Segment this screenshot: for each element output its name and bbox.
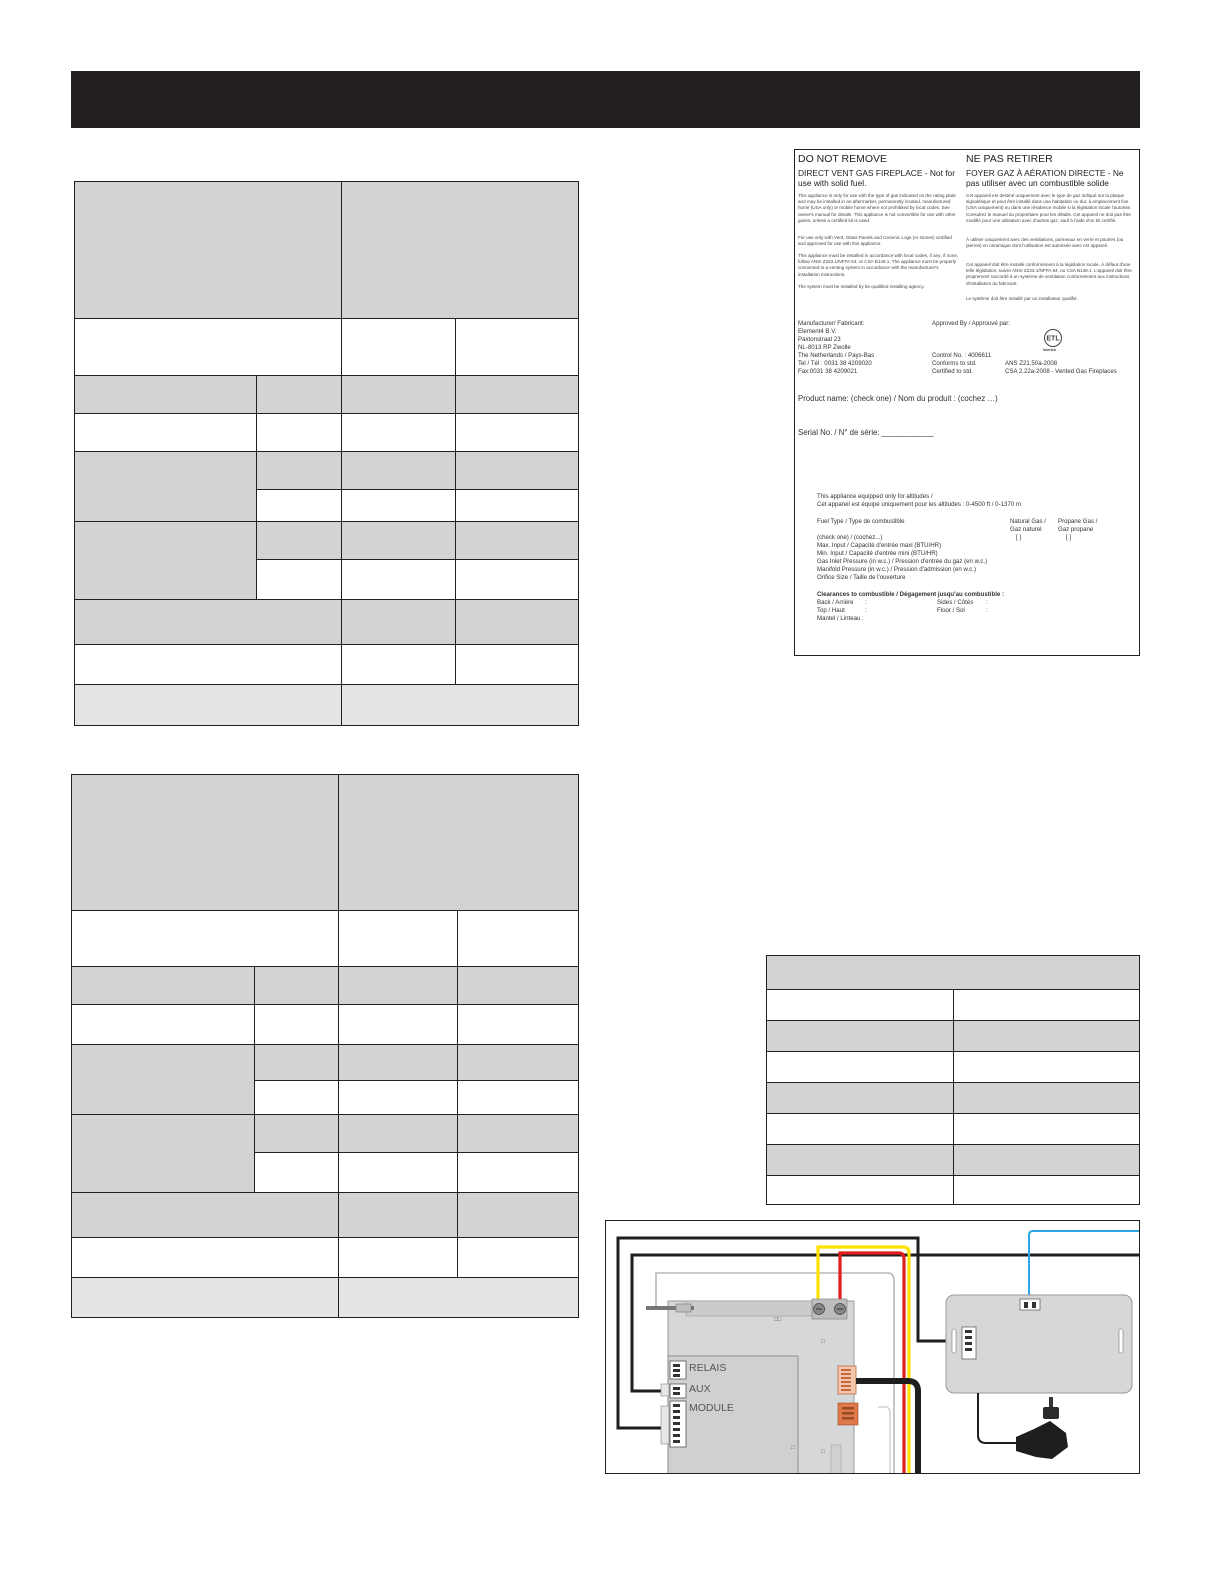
spec-table-1-row-6-col-b: [456, 600, 578, 645]
spec-table-2-row-3-col-b: [458, 1005, 578, 1045]
plate-manufacturer-line-4: NL-8013 RP Zwolle: [798, 344, 851, 351]
spec-table-1-row-3-label: [75, 414, 257, 452]
spec-table-1-row-6-label: [75, 600, 342, 645]
rating-plate: [794, 149, 1140, 656]
etl-logo: [1038, 328, 1068, 350]
plate-spec-line-6: Orifice Size / Taille de l'ouverture: [817, 574, 906, 581]
spec-table-2-row-1-label: [72, 911, 339, 967]
plate-ne-pas-retirer: NE PAS RETIRER: [966, 153, 1053, 165]
spec-table-2-row-5a-col-b: [458, 1115, 578, 1153]
adapter-cable: [978, 1393, 1016, 1443]
plate-sides: Sides / Côtés: [937, 599, 974, 606]
spec-table-2-row-4b-col-a: [339, 1081, 458, 1115]
plate-do-not-remove: DO NOT REMOVE: [798, 153, 888, 165]
plate-serial-no: Serial No. / N° de série: ____________: [798, 428, 934, 437]
plate-manufacturer-line-6: Tel / Tél : 0031 38 4209020: [798, 360, 872, 367]
spec-table-2-row-5b-col-b: [458, 1153, 578, 1193]
spec-table-2-row-4a-unit: [255, 1045, 339, 1081]
spec-table-2: [71, 774, 579, 1318]
receiver-slot-right: [1119, 1329, 1123, 1353]
plate-checkbox-natural: [ ]: [1016, 534, 1022, 541]
plate-conforms-value: ANS Z21.50a-2008: [1005, 360, 1058, 367]
spec-table-1-row-7-col-a: [342, 645, 456, 685]
spec-table-1-row-7-label: [75, 645, 342, 685]
spec-table-1-row-2-label: [75, 376, 257, 414]
spec-table-2-row-8-value: [339, 1278, 578, 1317]
spec-table-2-row-7-col-a: [339, 1238, 458, 1278]
plate-product-name: Product name: (check one) / Nom du produit : (cochez …): [798, 394, 998, 403]
spec-table-1-header-right: [342, 182, 578, 319]
spec-table-2-row-4a-col-a: [339, 1045, 458, 1081]
plate-floor: Floor / Sol: [937, 607, 965, 614]
plate-manufacturer-line-2: Element4 B.V.: [798, 328, 837, 335]
settings-table-row-2-left: [767, 1021, 954, 1052]
plate-certified-label: Certified to std.: [932, 368, 973, 375]
spec-table-1-row-5a-col-a: [342, 522, 456, 560]
spec-table-1-row-2-unit: [257, 376, 342, 414]
spec-table-2-row-3-label: [72, 1005, 255, 1045]
plate-fr-para-3: Cet appareil doit être installé conformément à la législation locale. À défaut d'une telle législation, suivre ANSI Z223.1/NFPA 54, ou CSA B149.1. L'appareil doit être proprement raccordé à un système de ventilation conformément aux instructions d'installation du fabricant.: [966, 262, 1132, 286]
plate-headline-en: DIRECT VENT GAS FIREPLACE - Not for use with solid fuel.: [798, 168, 955, 188]
plate-certified-value: CSA 2.22a-2008 - Vented Gas Fireplaces: [1005, 368, 1117, 375]
plate-en-para-3: This appliance must be installed in accordance with local codes, if any; if none, follow ANSI Z223.1/NFPA 54, or CSA B149.1. The appliance must be properly connected to a venting system in accordance with the manufacturer's installation instructions.: [798, 253, 959, 277]
plate-intertek: Intertek: [1043, 348, 1056, 352]
side-tab-2: [661, 1406, 669, 1444]
plate-spec-line-2: Max. Input / Capacité d'entrée maxi (BTU/HR): [817, 542, 942, 549]
label-module: MODULE: [689, 1402, 734, 1414]
plate-floor-colon: :: [986, 607, 988, 614]
receiver-slot-left: [952, 1329, 956, 1353]
spec-table-2-row-4a-col-b: [458, 1045, 578, 1081]
wiring-diagram: [605, 1220, 1140, 1474]
spec-table-2-row-5a-unit: [255, 1115, 339, 1153]
plate-manufacturer-line-1: Manufacturer/ Fabricant:: [798, 320, 865, 327]
spec-table-1-row-4a-unit: [257, 452, 342, 490]
aux-connector: [670, 1384, 686, 1398]
plate-back: Back / Arrière: [817, 599, 854, 606]
spec-table-2-row-5b-col-a: [339, 1153, 458, 1193]
settings-table-row-2-right: [954, 1021, 1139, 1052]
plate-back-colon: :: [865, 599, 867, 606]
spec-table-2-row-1-col-a: [339, 911, 458, 967]
spec-table-2-row-2-label: [72, 967, 255, 1005]
side-tab-1: [661, 1384, 669, 1396]
plate-control-no: Control No. : 4006611: [932, 352, 992, 359]
settings-table-row-4-right: [954, 1083, 1139, 1114]
label-aux: AUX: [689, 1383, 711, 1395]
settings-table-row-5-right: [954, 1114, 1139, 1145]
spec-table-2-header-left: [72, 775, 339, 911]
spec-table-2-row-4b-unit: [255, 1081, 339, 1115]
plate-headline-fr: FOYER GAZ À AÉRATION DIRECTE - Ne pas utiliser avec un combustible solide: [966, 168, 1124, 188]
plate-approved-by: Approved By / Approuvé par:: [932, 320, 1010, 327]
settings-table-row-1-right: [954, 990, 1139, 1021]
plate-fuel-type: Fuel Type / Type de combustible: [817, 518, 905, 525]
power-adapter: [1016, 1421, 1068, 1459]
spec-table-2-header-right: [339, 775, 578, 911]
settings-table-row-6-right: [954, 1145, 1139, 1176]
plate-manufacturer-line-5: The Netherlands / Pays-Bas: [798, 352, 875, 359]
wiring-diagram-svg: [606, 1221, 1140, 1474]
svg-text:□□: □□: [774, 1317, 782, 1323]
spec-table-1-row-5b-col-a: [342, 560, 456, 600]
spec-table-1-row-8-label: [75, 685, 342, 725]
control-module-inner-panel: [668, 1356, 798, 1474]
plate-altitude-line-2: Cet appareil est équipé uniquement pour les altitudes : 0-4500 ft / 0-1370 m: [817, 501, 1021, 508]
spec-table-2-row-6-col-b: [458, 1193, 578, 1238]
plate-spec-line-4: Gas Inlet Pressure (in w.c.) / Pression d'entrée du gaz (en w.c.): [817, 558, 988, 565]
spec-table-1-row-4-label: [75, 452, 257, 522]
spec-table-1-row-1-col-b: [456, 319, 578, 376]
spec-table-2-row-3-unit: [255, 1005, 339, 1045]
plate-gaz-propane: Gaz propane: [1058, 526, 1094, 533]
spec-table-1-row-3-col-a: [342, 414, 456, 452]
spec-table-1-row-5a-col-b: [456, 522, 578, 560]
spec-table-1-row-4a-col-b: [456, 452, 578, 490]
spec-table-1-row-4b-col-a: [342, 490, 456, 522]
spec-table-1-row-8-value: [342, 685, 578, 725]
spec-table-2-row-4-label: [72, 1045, 255, 1115]
settings-table: [766, 955, 1140, 1205]
spec-table-1-row-1-col-a: [342, 319, 456, 376]
section-header-bar: [71, 71, 1140, 128]
settings-table-row-5-left: [767, 1114, 954, 1145]
plate-sides-colon: :: [986, 599, 988, 606]
plate-natural-gas: Natural Gas /: [1010, 518, 1046, 525]
plate-top: Top / Haut: [817, 607, 845, 614]
spec-table-2-row-2-col-a: [339, 967, 458, 1005]
spec-table-1-row-3-unit: [257, 414, 342, 452]
plate-altitude-line-1: This appliance equipped only for altitudes /: [817, 493, 933, 500]
spec-table-1-row-5-label: [75, 522, 257, 600]
spec-table-1-row-4b-unit: [257, 490, 342, 522]
plate-fr-para-2: À utiliser uniquement avec des ventilations, panneaux en verre et poutres (ou pierres) en céramique dont l'utilisation est autorisée avec cet appareil.: [966, 237, 1124, 249]
spec-table-1-row-6-col-a: [342, 600, 456, 645]
spec-table-2-row-5a-col-a: [339, 1115, 458, 1153]
spec-table-2-row-3-col-a: [339, 1005, 458, 1045]
plate-en-para-2: For use only with Vent, Glass Panels and Ceramic Logs (or stones) certified and approved for use with this appliance.: [798, 235, 952, 247]
spec-table-1-row-4b-col-b: [456, 490, 578, 522]
spec-table-2-row-2-col-b: [458, 967, 578, 1005]
spec-table-1-row-2-col-b: [456, 376, 578, 414]
svg-text:□: □: [821, 1339, 825, 1345]
spec-table-1: [74, 181, 579, 726]
plate-en-para-4: The system must be installed by be qualified installing agency.: [798, 284, 925, 289]
settings-table-title: [767, 956, 1139, 990]
label-relais: RELAIS: [689, 1362, 727, 1374]
plate-top-colon: :: [865, 607, 867, 614]
plate-gaz-naturel: Gaz naturel: [1010, 526, 1042, 533]
spec-table-2-row-1-col-b: [458, 911, 578, 967]
plate-clearances-title: Clearances to combustible / Dégagement jusqu'au combustible :: [817, 591, 1005, 598]
plate-manufacturer-line-7: Fax:0031 38 4209021: [798, 368, 858, 375]
spec-table-1-row-5b-unit: [257, 560, 342, 600]
plate-mantel: Mantel / Linteau :: [817, 615, 864, 622]
spec-table-2-row-6-col-a: [339, 1193, 458, 1238]
plate-fr-para-1: Cet appareil est destiné uniquement avec le type de gaz indiqué sur la plaque signalétique et peut être installé dans une habitation ou dur, à emplacement fixe (USA uniquement) ou dans une résidence mobile si la législation locale l'autorise. Consultez le manuel du propriétaire pour les détails. Cet appareil ne doit pas être modifié pour une utilisation avec d'autres gaz, sauf à l'aide d'un kit certifié.: [966, 193, 1132, 223]
settings-table-row-7-left: [767, 1176, 954, 1204]
spec-table-2-row-5b-unit: [255, 1153, 339, 1193]
svg-text:ETL: ETL: [1046, 335, 1060, 343]
plate-manufacturer-line-3: Paxtonstraat 23: [798, 336, 841, 343]
control-module-pipe-end: [676, 1304, 691, 1312]
plate-spec-line-3: Min. Input / Capacité d'entrée mini (BTU/HR): [817, 550, 938, 557]
spec-table-1-row-5a-unit: [257, 522, 342, 560]
spec-table-1-header-left: [75, 182, 342, 319]
svg-text:□: □: [821, 1449, 825, 1455]
settings-table-row-7-right: [954, 1176, 1139, 1204]
plate-conforms-label: Conforms to std.: [932, 360, 977, 367]
spec-table-1-row-5b-col-b: [456, 560, 578, 600]
spec-table-2-row-7-label: [72, 1238, 339, 1278]
svg-text:□: □: [791, 1445, 795, 1451]
spec-table-1-row-3-col-b: [456, 414, 578, 452]
plate-checkbox-propane: [ ]: [1066, 534, 1072, 541]
plate-en-para-1: This appliance is only for use with the type of gas indicated on the rating plate and may be installed in an aftermarket, permanently located, manufactured home (USA only) or mobile home where not prohibited by local codes. See owner's manual for details. This appliance is not convertible for use with other gases, unless a certified kit is used.: [798, 193, 956, 223]
spec-table-1-row-1-label: [75, 319, 342, 376]
receiver-top-connector: [1020, 1299, 1040, 1310]
spec-table-2-row-2-unit: [255, 967, 339, 1005]
plate-fr-para-4: Le système doit être installé par un installateur qualifié.: [966, 296, 1078, 301]
plate-propane-gas: Propane Gas /: [1058, 518, 1098, 525]
spec-table-2-row-8-label: [72, 1278, 339, 1317]
spec-table-2-row-5-label: [72, 1115, 255, 1193]
spec-table-2-row-6-label: [72, 1193, 339, 1238]
spec-table-1-row-7-col-b: [456, 645, 578, 685]
settings-table-row-3-left: [767, 1052, 954, 1083]
settings-table-row-6-left: [767, 1145, 954, 1176]
spec-table-2-row-4b-col-b: [458, 1081, 578, 1115]
spec-table-2-row-7-col-b: [458, 1238, 578, 1278]
settings-table-row-4-left: [767, 1083, 954, 1114]
grey-wire-inner: [878, 1407, 890, 1474]
plate-spec-line-5: Manifold Pressure (in w.c.) / Pression d'admission (en w.c.): [817, 566, 976, 573]
plate-spec-line-1: (check one) / (cochez...): [817, 534, 883, 541]
settings-table-row-1-left: [767, 990, 954, 1021]
spec-table-1-row-4a-col-a: [342, 452, 456, 490]
settings-table-row-3-right: [954, 1052, 1139, 1083]
spec-table-1-row-2-col-a: [342, 376, 456, 414]
